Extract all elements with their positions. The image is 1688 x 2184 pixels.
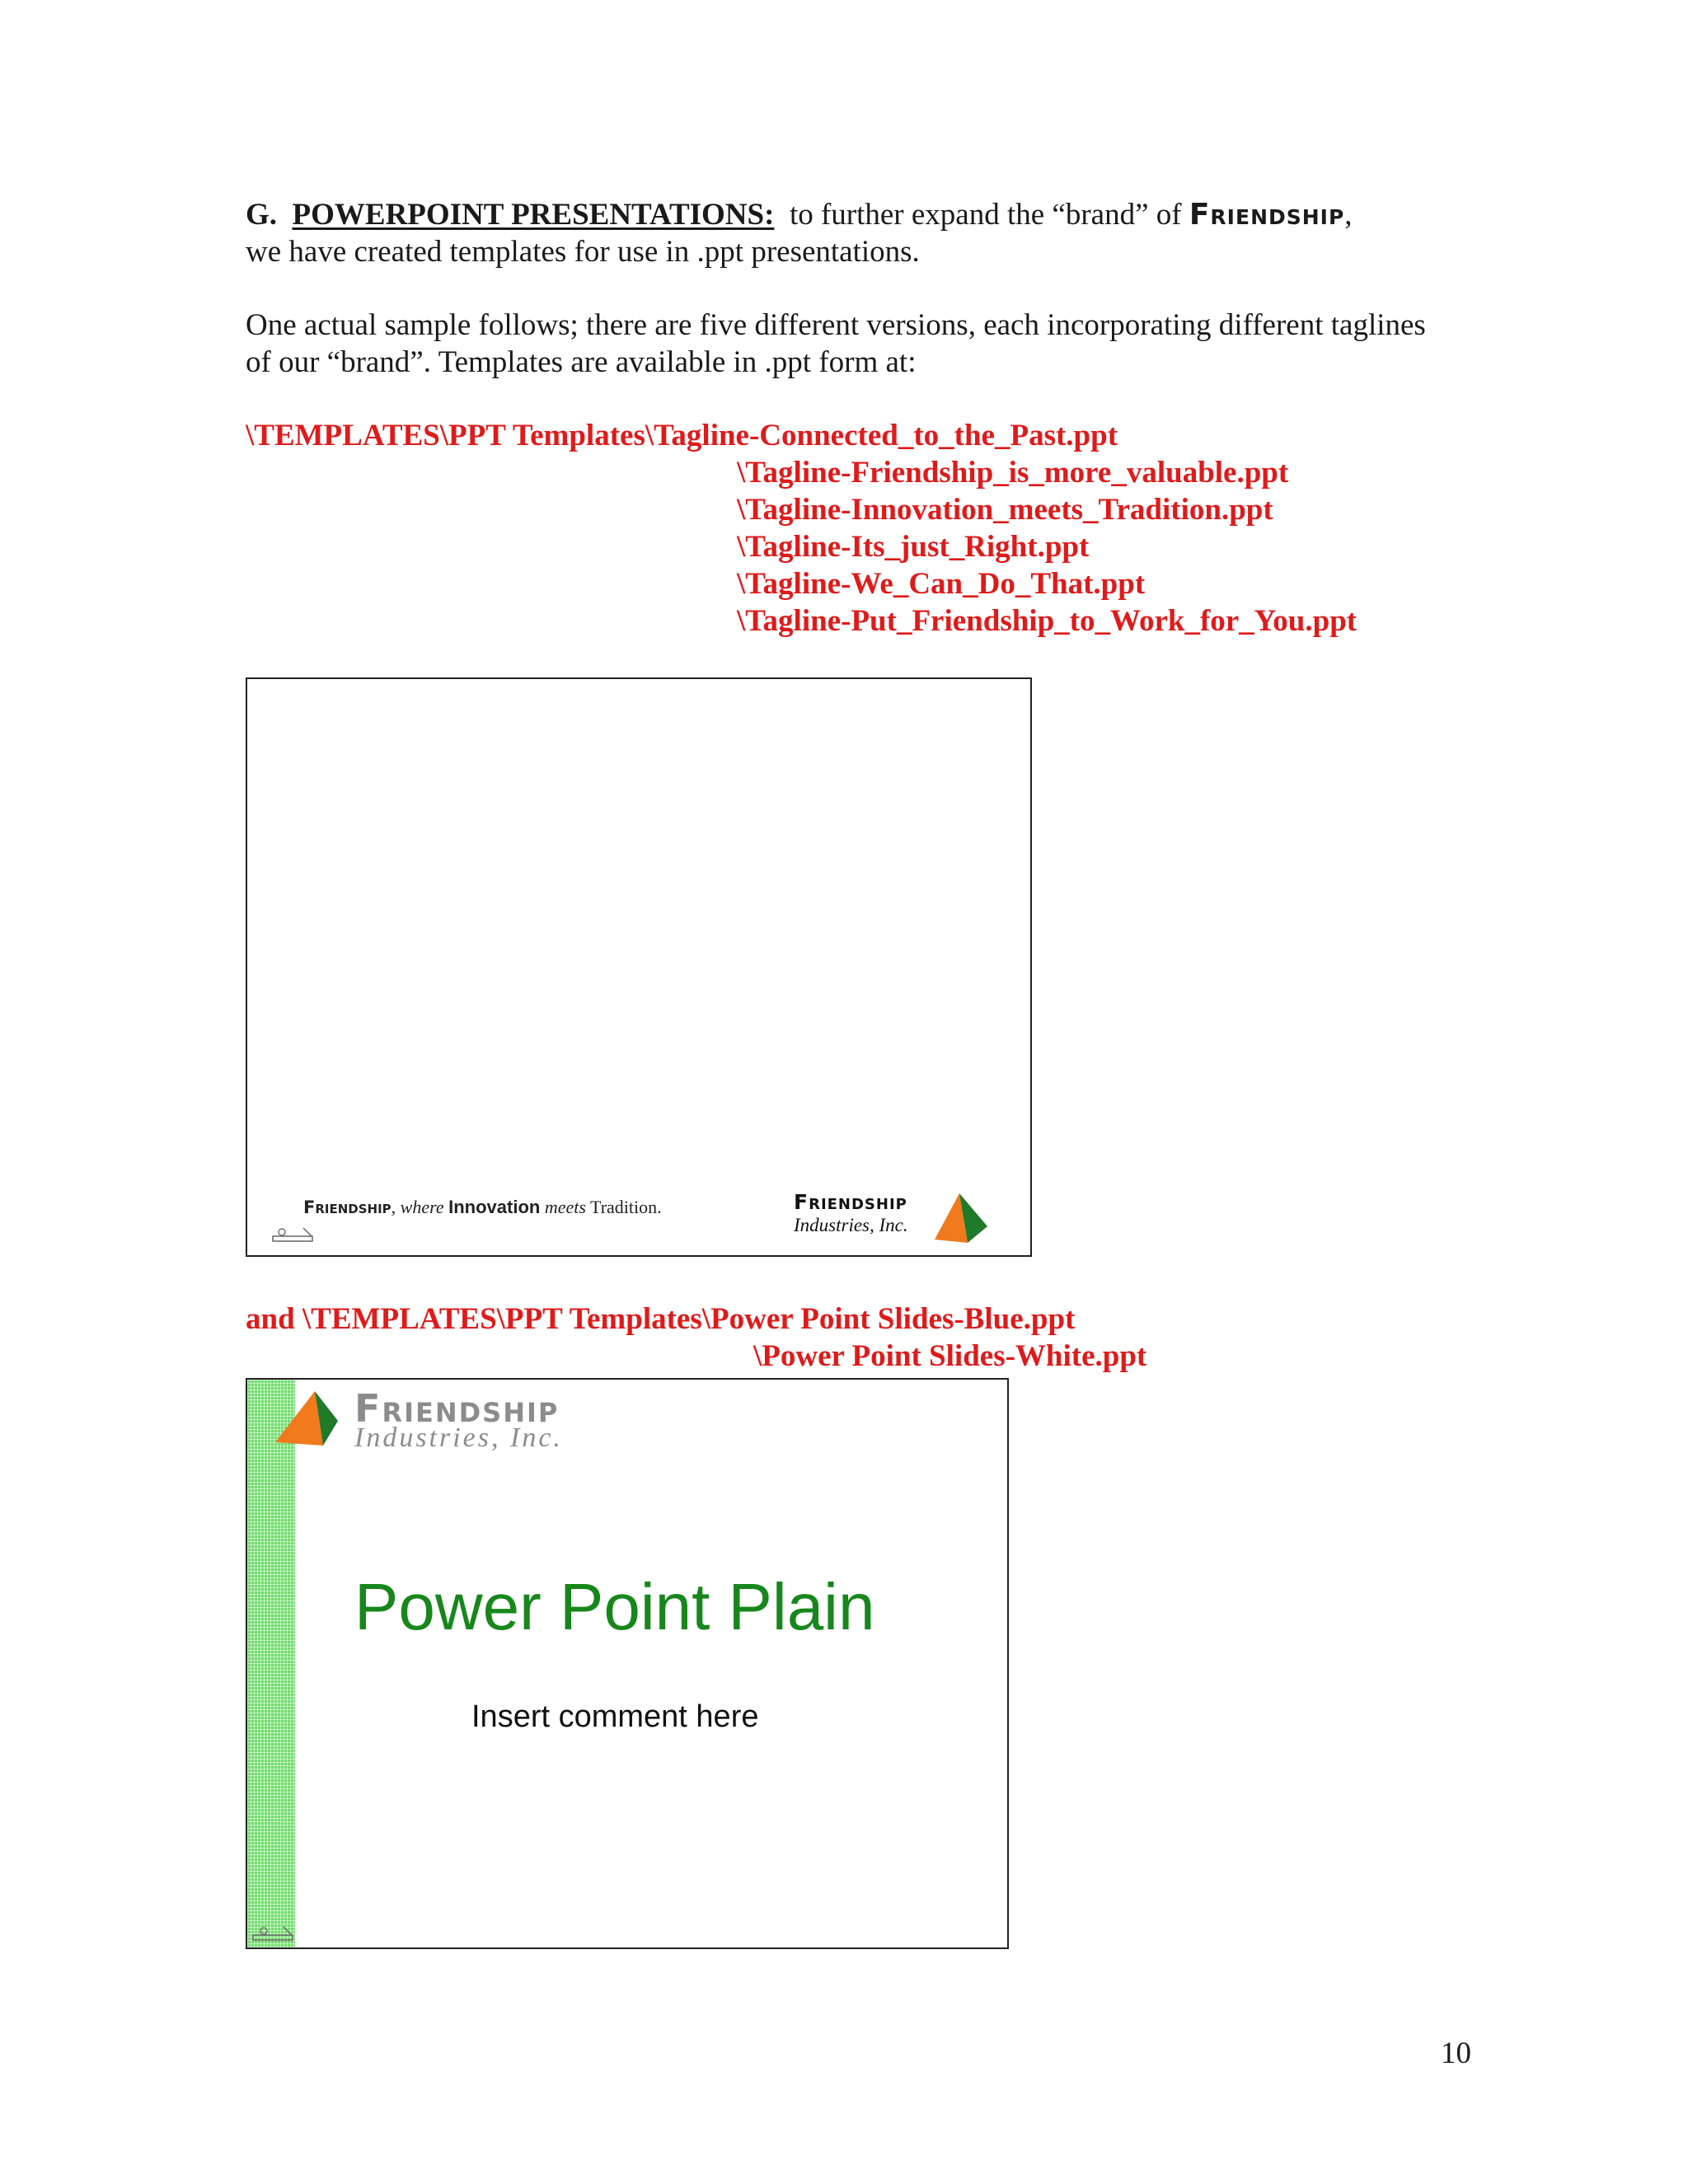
slide-tagline-tradition: Tradition. (590, 1197, 662, 1217)
sample-paragraph (246, 307, 1482, 381)
slide-tagline-innovation: Innovation (448, 1197, 541, 1217)
slide-tagline (303, 1197, 662, 1218)
tagline-path-first: \TEMPLATES\PPT Templates\Tagline-Connected_to_the_Past.ppt (246, 419, 1118, 452)
sample-line-2: of our “brand”. Templates are available in .ppt form at: (246, 345, 917, 379)
slide-logo-name: Friendship (354, 1386, 560, 1431)
tagline-path-5: \Tagline-We_Can_Do_That.ppt (737, 567, 1146, 601)
slide-title: Power Point Plain (354, 1570, 875, 1643)
plain-path-second: \Power Point Slides-White.ppt (753, 1339, 1147, 1373)
plain-path-first: and \TEMPLATES\PPT Templates\Power Point Slides-Blue.ppt (246, 1302, 1076, 1336)
slide-comment: Insert comment here (471, 1699, 759, 1734)
tagline-path-4: \Tagline-Its_just_Right.ppt (737, 530, 1090, 564)
sample-line-1: One actual sample follows; there are five different versions, each incorporating different taglines (246, 308, 1426, 342)
slide-green-stripe (247, 1380, 295, 1947)
slide-tagline-comma: , (391, 1197, 396, 1217)
tagline-path-3: \Tagline-Innovation_meets_Tradition.ppt (737, 493, 1273, 527)
slide-logo-name: Friendship (794, 1190, 907, 1214)
section-intro-comma: , (1344, 198, 1353, 232)
slide-power-point-plain (246, 1378, 1009, 1949)
slide-tagline-brand: Friendship (303, 1197, 392, 1217)
brand-name: Friendship (1189, 198, 1345, 232)
slide-tagline-where: where (400, 1197, 444, 1217)
slide-logo-subtitle: Industries, Inc. (794, 1215, 908, 1235)
page-number: 10 (1441, 2036, 1471, 2070)
pyramid-logo-icon (272, 1388, 340, 1447)
pyramid-logo-icon (931, 1190, 989, 1244)
section-heading-paragraph (246, 196, 1482, 270)
slide-logo-subtitle: Industries, Inc. (354, 1422, 563, 1453)
slide-footer-icon (252, 1924, 295, 1942)
section-letter: G. (246, 198, 278, 232)
slide-footer-icon (272, 1225, 315, 1243)
section-intro-line2: we have created templates for use in .ppt presentations. (246, 235, 920, 269)
tagline-path-2: \Tagline-Friendship_is_more_valuable.ppt (737, 456, 1289, 490)
tagline-path-6: \Tagline-Put_Friendship_to_Work_for_You.ppt (737, 604, 1357, 638)
section-intro: to further expand the “brand” of (789, 198, 1182, 232)
slide-tagline-meets: meets (544, 1197, 586, 1217)
slide-tagline-sample (246, 677, 1032, 1257)
section-title: POWERPOINT PRESENTATIONS: (292, 198, 775, 232)
